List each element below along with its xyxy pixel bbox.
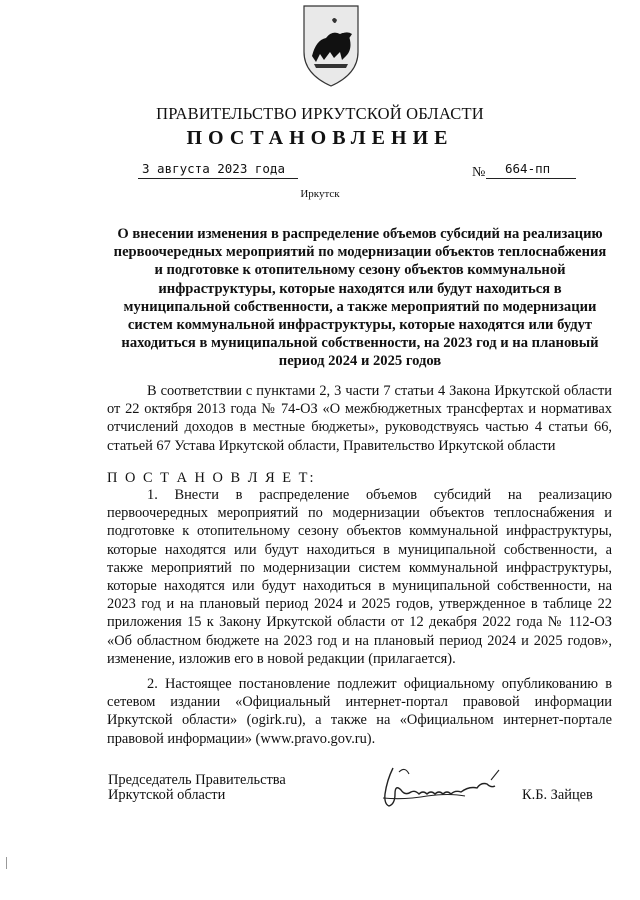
coat-of-arms-icon [296, 0, 366, 90]
item-2-paragraph: 2. Настоящее постановление подлежит официальному опубликованию в сетевом издании «Официальный интернет-портал правовой информации Иркутской области» (ogirk.ru), а также на «Официальном интернет-портале правовой информации» (www.pravo.gov.ru). [107, 676, 612, 747]
signatory-position-line1: Председатель Правительства [108, 772, 286, 788]
scan-mark [6, 857, 7, 869]
resolves-heading: П О С Т А Н О В Л Я Е Т: [107, 470, 316, 486]
signatory-position-line2: Иркутской области [108, 787, 226, 803]
government-name: ПРАВИТЕЛЬСТВО ИРКУТСКОЙ ОБЛАСТИ [156, 104, 484, 123]
item-1-paragraph: 1. Внести в распределение объемов субсидий на реализацию первоочередных мероприятий по модернизации объектов теплоснабжения и подготовке к отопительному сезону объектов коммунальной инфраструктуры, которые находятся или будут находиться в муниципальной собственности, а также мероприятий по модернизации систем коммунальной инфраструктуры, которые находятся или будут находиться в муниципальной собственности, на 2023 год и на плановый период 2024 и 2025 годов, утвержденное в таблице 22 приложения 15 к Закону Иркутской области от 12 декабря 2022 года № 112-ОЗ «Об областном бюджете на 2023 год и на плановый период 2024 и 2025 годов», изменение, изложив его в новой редакции (прилагается). [107, 487, 612, 667]
signatory-position [108, 773, 286, 803]
document-date: 3 августа 2023 года [142, 161, 285, 176]
date-underline [138, 178, 298, 179]
city-name: Иркутск [300, 188, 340, 200]
number-sign: № [472, 165, 486, 180]
handwritten-signature [365, 760, 515, 815]
document-type: ПОСТАНОВЛЕНИЕ [186, 127, 454, 149]
document-number: 664-пп [505, 161, 551, 176]
document-title: О внесении изменения в распределение объемов субсидий на реализацию первоочередных мероприятий по модернизации объектов теплоснабжения и подготовке к отопительному сезону объектов коммунальной инфраструктуры, которые находятся или будут находиться в муниципальной собственности, а также мероприятий по модернизации систем коммунальной инфраструктуры, которые находятся или будут находиться в муниципальной собственности, на 2023 год и на плановый период 2024 и 2025 годов [113, 226, 607, 370]
signatory-name: К.Б. Зайцев [522, 787, 593, 803]
number-underline [486, 178, 576, 179]
preamble-paragraph: В соответствии с пунктами 2, 3 части 7 статьи 4 Закона Иркутской области от 22 октября 2013 года № 74-ОЗ «О межбюджетных трансфертах и нормативах отчислений доходов в местные бюджеты», руководствуясь частью 4 статьи 66, статьей 67 Устава Иркутской области, Правительство Иркутской области [107, 383, 612, 454]
